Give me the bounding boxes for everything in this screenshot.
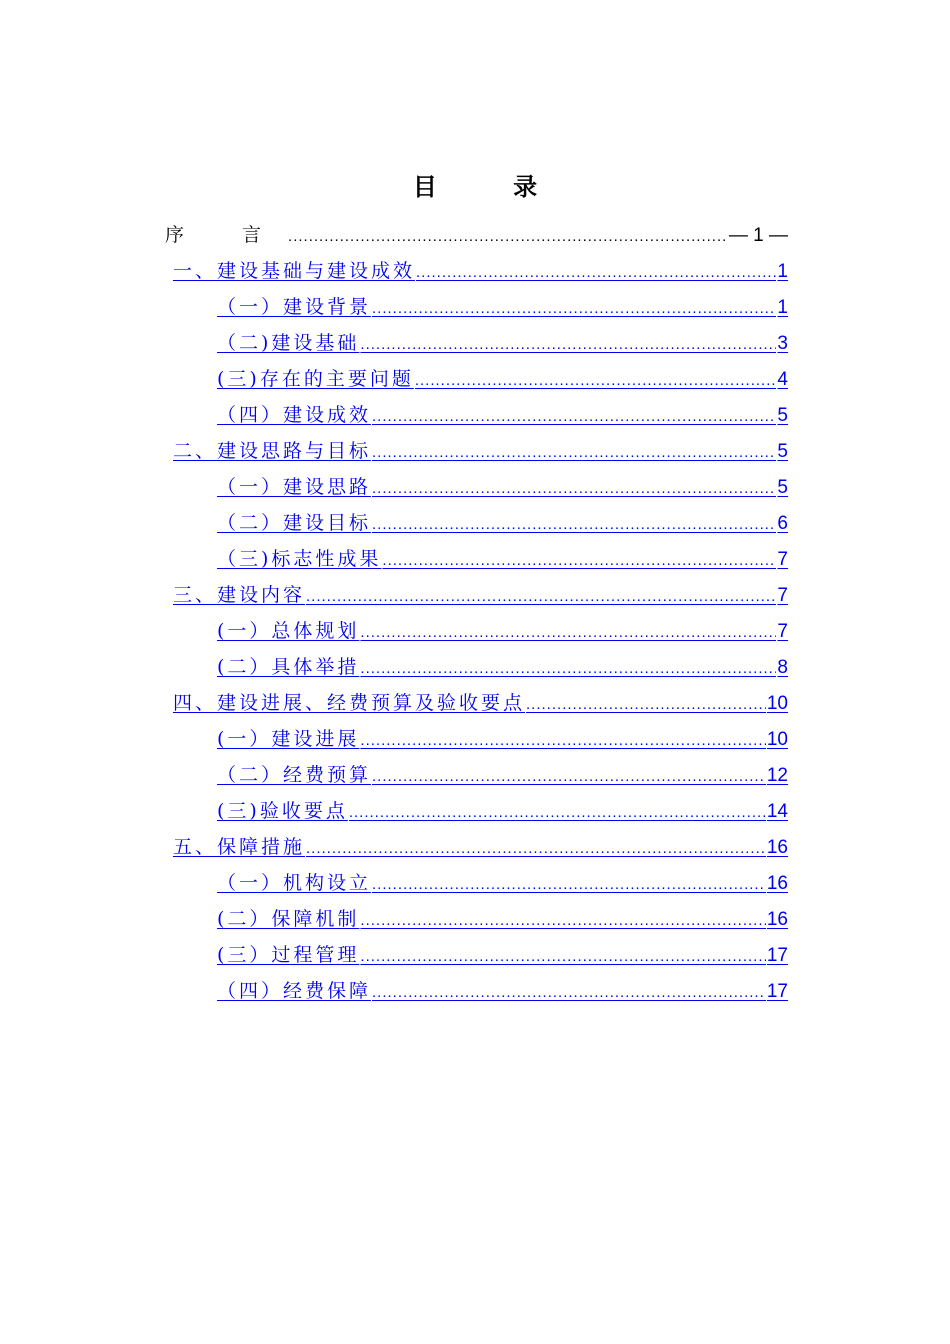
toc-entry-link[interactable] <box>217 398 788 432</box>
toc-leader-dots <box>306 580 776 614</box>
toc-entry-link[interactable] <box>217 938 788 972</box>
toc-entry-label: 四、建设进展、经费预算及验收要点 <box>173 692 526 714</box>
toc-page-number: 7 <box>777 549 788 570</box>
toc-page-number: 5 <box>777 477 788 498</box>
toc-leader-dots <box>372 400 776 434</box>
toc-page-number: 1 <box>777 297 788 318</box>
toc-entry-label: 三、建设内容 <box>173 584 306 606</box>
toc-leader-dots <box>372 472 776 506</box>
toc-entry-link[interactable] <box>217 326 788 360</box>
toc-entry-label: 序 言 <box>165 224 288 246</box>
toc-entry-link[interactable] <box>173 830 788 864</box>
toc-leader-dots <box>526 688 766 722</box>
toc-entry-label: (二）具体举措 <box>217 656 360 678</box>
toc-entry-label: （四）建设成效 <box>217 404 372 426</box>
toc-entry-link[interactable] <box>173 578 788 612</box>
toc-leader-dots <box>349 796 766 830</box>
toc-entry-label: 五、保障措施 <box>173 836 306 858</box>
toc-leader-dots <box>360 904 765 938</box>
toc-page-number: 7 <box>777 621 788 642</box>
toc-leader-dots <box>372 508 776 542</box>
toc-entry-link[interactable] <box>173 686 788 720</box>
toc-leader-dots <box>372 868 766 902</box>
toc-page-number: 16 <box>766 837 788 858</box>
toc-entry-label: (三)验收要点 <box>217 800 348 822</box>
toc-entry-label: (一）建设进展 <box>217 728 360 750</box>
toc-leader-dots <box>416 256 776 290</box>
toc-entry-label: （一）建设思路 <box>217 476 372 498</box>
toc-leader-dots <box>372 976 766 1010</box>
toc-entry-link[interactable] <box>173 254 788 288</box>
toc-entry-link[interactable] <box>217 470 788 504</box>
toc-page-number: 10 <box>766 693 788 714</box>
toc-entry <box>165 218 788 252</box>
toc-entry-label: （二）建设目标 <box>217 512 372 534</box>
toc-entry-label: （四）经费保障 <box>217 980 372 1002</box>
toc-entry-link[interactable] <box>217 758 788 792</box>
toc-leader-dots <box>360 616 776 650</box>
toc-leader-dots <box>306 832 766 866</box>
toc-page-number: 10 <box>766 729 788 750</box>
toc-leader-dots <box>288 220 728 254</box>
toc-leader-dots <box>360 652 776 686</box>
toc-page-number: 14 <box>766 801 788 822</box>
toc-leader-dots <box>372 760 766 794</box>
toc-leader-dots <box>415 364 777 398</box>
toc-entry-link[interactable] <box>217 362 788 396</box>
toc-page-number: 4 <box>777 369 788 390</box>
toc-entry-link[interactable] <box>217 650 788 684</box>
toc-entry-link[interactable] <box>217 614 788 648</box>
toc-page-number: — 1 — <box>728 225 788 246</box>
toc-entry-label: (三)存在的主要问题 <box>217 368 414 390</box>
toc-entry-link[interactable] <box>217 794 788 828</box>
toc-entry-link[interactable] <box>217 902 788 936</box>
page-title: 目 录 <box>412 172 572 201</box>
toc-entry-link[interactable] <box>217 506 788 540</box>
toc-page-number: 17 <box>766 945 788 966</box>
toc-entry-label: （三)标志性成果 <box>217 548 382 570</box>
toc-page-number: 1 <box>777 261 788 282</box>
toc-leader-dots <box>382 544 776 578</box>
toc-leader-dots <box>372 436 776 470</box>
toc-page-number: 6 <box>777 513 788 534</box>
toc-entry-link[interactable] <box>217 722 788 756</box>
toc-page-number: 5 <box>777 405 788 426</box>
toc-page-number: 3 <box>777 333 788 354</box>
toc-page-number: 17 <box>766 981 788 1002</box>
toc-page-number: 7 <box>777 585 788 606</box>
toc-page-number: 16 <box>766 909 788 930</box>
toc-entry-label: (二）保障机制 <box>217 908 360 930</box>
toc-entry-label: (一）总体规划 <box>217 620 360 642</box>
toc-entry-label: （二）经费预算 <box>217 764 372 786</box>
toc-page-number: 8 <box>777 657 788 678</box>
toc-entry-link[interactable] <box>173 434 788 468</box>
toc-entry-label: （一）建设背景 <box>217 296 372 318</box>
toc-entry-link[interactable] <box>217 974 788 1008</box>
toc-leader-dots <box>360 328 776 362</box>
toc-leader-dots <box>372 292 776 326</box>
toc-entry-label: （一）机构设立 <box>217 872 372 894</box>
toc-page-number: 16 <box>766 873 788 894</box>
toc-entry-label: 一、建设基础与建设成效 <box>173 260 416 282</box>
toc-entry-link[interactable] <box>217 290 788 324</box>
toc-entry-label: 二、建设思路与目标 <box>173 440 372 462</box>
toc-entry-label: (三）过程管理 <box>217 944 360 966</box>
toc-entry-label: （二)建设基础 <box>217 332 360 354</box>
toc-page-number: 5 <box>777 441 788 462</box>
toc-entry-link[interactable] <box>217 542 788 576</box>
toc-leader-dots <box>360 940 765 974</box>
toc-entry-link[interactable] <box>217 866 788 900</box>
toc-page-number: 12 <box>766 765 788 786</box>
toc-leader-dots <box>360 724 765 758</box>
